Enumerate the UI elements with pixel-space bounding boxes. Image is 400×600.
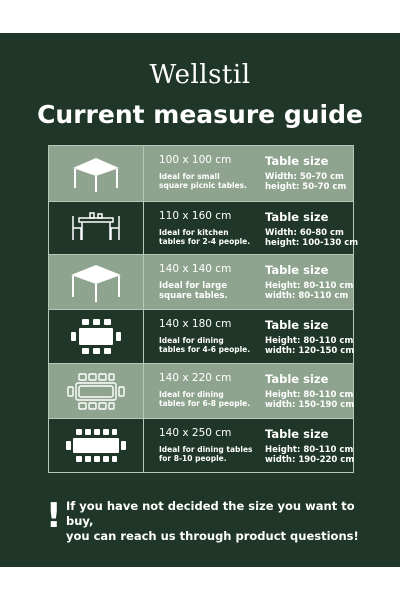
row-description: Ideal for small square picnic tables. [159, 172, 247, 190]
table-row [49, 363, 353, 418]
brand-logo: Wellstil [149, 60, 251, 90]
tablecloth-dimension: 140 x 140 cm [159, 263, 232, 275]
tablecloth-dimension: 100 x 100 cm [159, 154, 232, 166]
column-divider [143, 310, 144, 363]
table-row [49, 201, 359, 254]
size-range-1: Height: 80-110 cm [265, 281, 354, 291]
size-range-1: Width: 60-80 cm [265, 228, 344, 238]
row-description: Ideal for dining tables for 4-6 people. [159, 336, 251, 354]
row-description: Ideal for dining tables for 8-10 people. [159, 445, 253, 463]
size-range-2: height: 50-70 cm [265, 182, 347, 192]
tablecloth-dimension: 140 x 220 cm [159, 372, 232, 384]
size-range-1: Height: 80-110 cm [265, 390, 354, 400]
column-divider [143, 146, 144, 201]
table-size-label: Table size [265, 372, 329, 386]
row-description: Ideal for large square tables. [159, 281, 228, 301]
table-row [49, 146, 353, 201]
kitchen-table-icon [49, 202, 143, 254]
exclamation-icon: ! [46, 496, 62, 536]
size-range-2: width: 120-150 cm [265, 346, 355, 356]
row-description: Ideal for dining tables for 6-8 people. [159, 390, 251, 408]
page-title: Current measure guide [37, 100, 363, 129]
column-divider [143, 202, 144, 254]
size-range-2: height: 100-130 cm [265, 238, 359, 248]
gazebo-icon [49, 255, 143, 309]
size-range-1: Height: 80-110 cm [265, 445, 354, 455]
table-row [49, 309, 353, 363]
table-size-label: Table size [265, 210, 329, 224]
table-size-label: Table size [265, 318, 329, 332]
size-range-1: Height: 80-110 cm [265, 336, 354, 346]
size-range-2: width: 80-110 cm [265, 291, 349, 301]
dining-table-8-icon [49, 364, 143, 418]
notice-text: If you have not decided the size you want to buy, you can reach us through product questions! [66, 499, 359, 543]
row-description: Ideal for kitchen tables for 2-4 people. [159, 228, 251, 246]
column-divider [143, 255, 144, 309]
table-size-label: Table size [265, 427, 329, 441]
gazebo-icon [49, 146, 143, 201]
dining-table-6-icon [49, 310, 143, 363]
tablecloth-dimension: 140 x 250 cm [159, 427, 232, 439]
tablecloth-dimension: 110 x 160 cm [159, 210, 232, 222]
dining-table-10-icon [49, 419, 143, 472]
tablecloth-dimension: 140 x 180 cm [159, 318, 232, 330]
table-row [49, 418, 353, 472]
table-size-label: Table size [265, 263, 329, 277]
table-row [49, 254, 353, 309]
size-range-2: width: 150-190 cm [265, 400, 355, 410]
column-divider [143, 419, 144, 472]
size-range-2: width: 190-220 cm [265, 455, 355, 465]
measure-table [48, 145, 359, 473]
column-divider [143, 364, 144, 418]
table-size-label: Table size [265, 154, 329, 168]
size-range-1: Width: 50-70 cm [265, 172, 344, 182]
